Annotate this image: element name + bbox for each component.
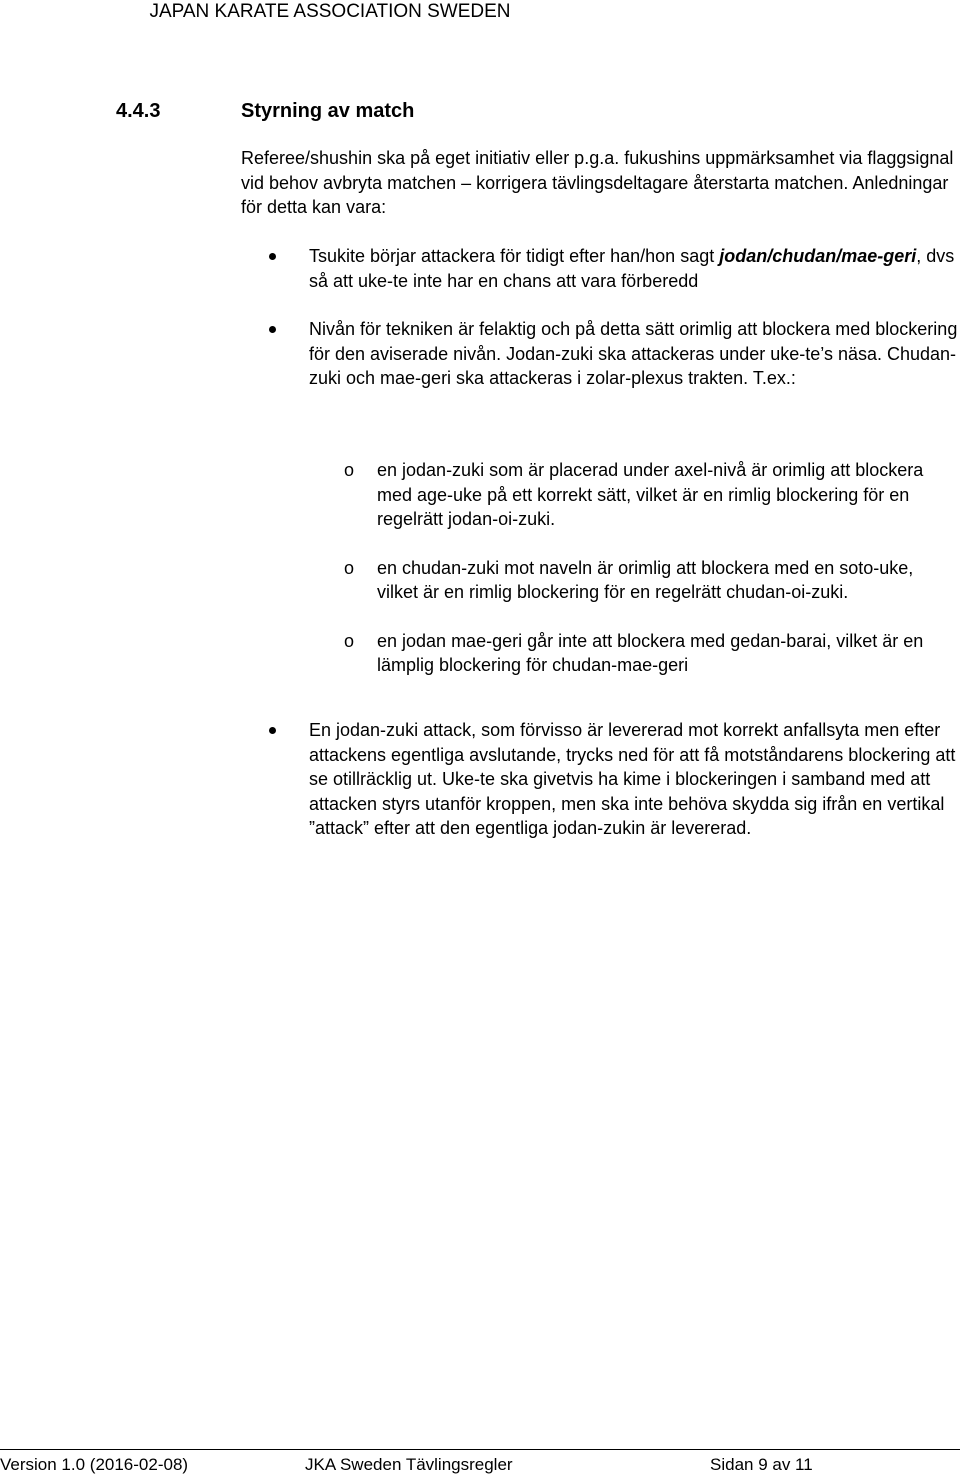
page-footer (0, 1452, 960, 1478)
intro-paragraph: Referee/shushin ska på eget initiativ eller p.g.a. fukushins uppmärksamhet via flaggsignal vid behov avbryta matchen – korrigera tävlingsdeltagare återstarta matchen. Anledningar för detta kan vara: (241, 148, 954, 217)
sub-list-item-text: en jodan mae-geri går inte att blockera med gedan-barai, vilket är en lämplig blockering för chudan-mae-geri (377, 630, 924, 675)
list-item (241, 317, 960, 391)
footer-document-title: JKA Sweden Tävlingsregler (305, 1455, 513, 1474)
sub-list-item-text: en chudan-zuki mot naveln är orimlig att blockera med en soto-uke, vilket är en rimlig blockering för en regelrätt chudan-oi-zuki. (377, 557, 914, 602)
list-item-emphasis: jodan/chudan/mae-geri (719, 246, 917, 266)
sub-list-item (344, 629, 944, 678)
bullet-icon (269, 253, 276, 260)
section-heading (116, 100, 414, 123)
bullet-icon (269, 727, 276, 734)
bullet-list (241, 718, 960, 865)
section-number: 4.4.3 (116, 100, 161, 122)
bullet-icon (269, 326, 276, 333)
sub-list-item (344, 458, 944, 532)
footer-version: Version 1.0 (2016-02-08) (0, 1455, 189, 1474)
circle-bullet-icon: o (344, 557, 355, 578)
bullet-list (241, 244, 960, 415)
list-item-text: En jodan-zuki attack, som förvisso är levererad mot korrekt anfallsyta men efter attackens egentliga avslutande, trycks ned för att få motståndarens blockering att se otillräcklig ut. Uke-te ska givetvis ha kime i blockeringen i samband med att attacken styrs utanför kroppen, men ska inte behöva skydda sig ifrån en vertikal ”attack” efter att den egentliga jodan-zukin är levererad. (309, 720, 956, 838)
footer-page-number: Sidan 9 av 11 (710, 1455, 813, 1474)
list-item-text: Tsukite börjar attackera för tidigt efter han/hon sagt (309, 246, 720, 266)
page-header (0, 0, 960, 30)
sub-list (344, 458, 944, 702)
circle-bullet-icon: o (344, 630, 355, 651)
list-item (241, 244, 960, 293)
section-title: Styrning av match (241, 100, 415, 122)
header-title: JAPAN KARATE ASSOCIATION SWEDEN (149, 1, 511, 22)
footer-divider (0, 1449, 960, 1450)
circle-bullet-icon: o (344, 460, 355, 480)
sub-list-item-text: en jodan-zuki som är placerad under axel-nivå är orimlig att blockera med age-uke på ett korrekt sätt, vilket är en rimlig blockering för en regelrätt jodan-oi-zuki. (377, 460, 924, 529)
sub-list-item (344, 556, 944, 605)
list-item-text: Nivån för tekniken är felaktig och på detta sätt orimlig att blockera med blockering för den aviserade nivån. Jodan-zuki ska attackeras under uke-te’s näsa. Chudan-zuki och mae-geri ska attackeras i zolar-plexus trakten. T.ex.: (309, 319, 958, 388)
list-item (241, 718, 960, 841)
list-item-text: , dvs så att uke-te inte har en chans att vara förberedd (309, 246, 955, 291)
